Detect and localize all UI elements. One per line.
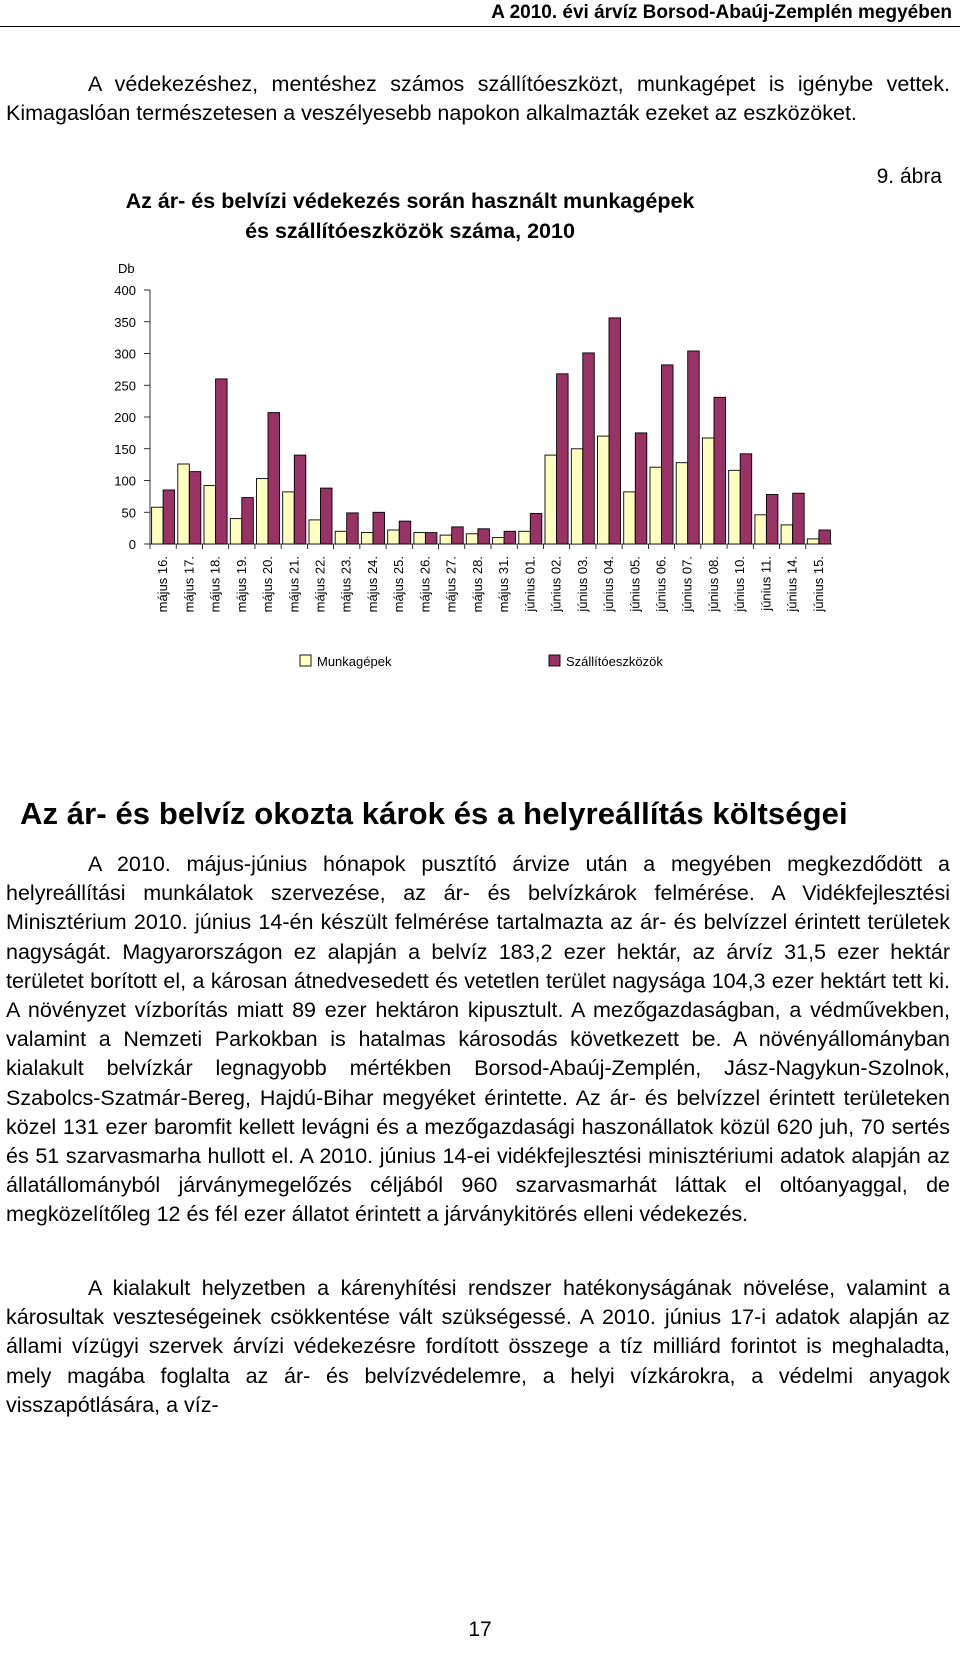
bar-munkagepek bbox=[178, 464, 190, 544]
bar-szallitoeszkozok bbox=[688, 351, 700, 544]
x-tick-label: június 14. bbox=[784, 556, 800, 612]
body-paragraph-2: A kialakult helyzetben a kárenyhítési rendszer hatékonyságának növelése, valamint a károsultak veszteségeinek csökkentése vált szükségessé. A 2010. június 17-i adatok alapján az állami vízügyi szervek árvízi védekezésre fordított összege a tíz milliárd forintot is meghaladta, mely magába foglalta az ár- és belvízvédelemre, a helyi vízkárokra, a védelmi anyagok visszapótlására, a víz- bbox=[6, 1276, 950, 1417]
legend-swatch-munkagepek bbox=[300, 655, 311, 666]
bar-munkagepek bbox=[676, 463, 688, 544]
bar-szallitoeszkozok bbox=[740, 454, 752, 544]
section-title: Az ár- és belvíz okozta károk és a helyreállítás költségei bbox=[20, 796, 848, 831]
x-tick-label: június 08. bbox=[705, 556, 721, 612]
bar-munkagepek bbox=[335, 531, 347, 544]
bar-munkagepek bbox=[624, 492, 636, 544]
bar-munkagepek bbox=[388, 530, 400, 544]
x-tick-label: május 27. bbox=[443, 556, 459, 613]
bar-munkagepek bbox=[257, 479, 269, 544]
y-axis-label: Db bbox=[118, 261, 135, 276]
x-tick-label: május 24. bbox=[364, 556, 380, 613]
x-tick-label: május 18. bbox=[207, 556, 223, 613]
x-tick-label: június 06. bbox=[653, 556, 669, 612]
x-tick-label: június 01. bbox=[522, 556, 538, 612]
x-tick-label: június 05. bbox=[627, 556, 643, 612]
y-tick-label: 200 bbox=[114, 410, 136, 425]
bar-munkagepek bbox=[755, 515, 767, 544]
x-tick-label: május 21. bbox=[286, 556, 302, 613]
y-tick-label: 300 bbox=[114, 346, 136, 362]
bar-szallitoeszkozok bbox=[530, 514, 542, 545]
header-rule bbox=[0, 26, 960, 27]
bar-szallitoeszkozok bbox=[163, 490, 175, 544]
bar-szallitoeszkozok bbox=[242, 498, 254, 544]
y-tick-label: 100 bbox=[114, 473, 136, 489]
bar-szallitoeszkozok bbox=[452, 527, 464, 544]
x-tick-label: május 22. bbox=[312, 556, 328, 613]
x-tick-label: június 11. bbox=[758, 556, 774, 611]
running-header-title: A 2010. évi árvíz Borsod-Abaúj-Zemplén megyében bbox=[491, 2, 952, 23]
bar-szallitoeszkozok bbox=[557, 374, 569, 544]
bar-munkagepek bbox=[440, 535, 452, 544]
x-tick-label: május 28. bbox=[469, 556, 485, 613]
x-tick-label: május 19. bbox=[233, 556, 249, 613]
bar-munkagepek bbox=[309, 520, 321, 544]
x-tick-label: június 15. bbox=[810, 556, 826, 612]
x-tick-label: június 03. bbox=[574, 556, 590, 612]
y-tick-label: 150 bbox=[114, 441, 136, 457]
bar-szallitoeszkozok bbox=[662, 365, 674, 544]
bar-szallitoeszkozok bbox=[478, 529, 490, 544]
body-paragraph-1: A 2010. május-június hónapok pusztító árvize után a megyében megkezdődött a helyreállítási munkálatok szervezése, az ár- és belvízkárok felmérése. A Vidékfejlesztési Minisztérium 2010. június 14-én készült felmérése tartalmazta az ár- és belvízzel érintett területek nagyságát. Magyarországon ez alapján a belvíz 183,2 ezer hektár, az árvíz 31,5 ezer hektár területet borított el, a károsan átnedvesedett és vetetlen terület nagysága 104,3 ezer hektárt tett ki. A növényzet vízborítás miatt 89 ezer hektáron kipusztult. A mezőgazdaságban, a védművekben, valamint a Nemzeti Parkokban is hatalmas károsodás következett be. A növényállományban kialakult belvízkár legnagyobb mértékben Borsod-Abaúj-Zemplén, Jász-Nagykun-Szolnok, Szabolcs-Szatmár-Bereg, Hajdú-Bihar megyéket érintette. Az ár- és belvízzel érintett területeken közel 131 ezer baromfit kellett levágni és a mezőgazdasági haszonállatok közül 620 juh, 70 sertés és 51 szarvasmarha hullott el. A 2010. június 14-ei vidékfejlesztési minisztériumi adatok alapján az állatállományból járványmegelőzés céljából 960 szarvasmarhát láttak el oltóanyaggal, de megközelítőleg 12 és fél ezer állatot érintett a járványkitörés elleni védekezés. bbox=[6, 852, 950, 1227]
y-tick-label: 250 bbox=[114, 378, 136, 394]
x-tick-label: június 02. bbox=[548, 556, 564, 612]
bar-szallitoeszkozok bbox=[216, 379, 228, 544]
bar-munkagepek bbox=[493, 538, 505, 544]
bar-szallitoeszkozok bbox=[583, 353, 595, 544]
bar-szallitoeszkozok bbox=[321, 488, 333, 544]
bar-munkagepek bbox=[519, 531, 531, 544]
bar-szallitoeszkozok bbox=[714, 397, 726, 544]
bar-szallitoeszkozok bbox=[399, 521, 411, 544]
chart-title bbox=[120, 186, 700, 246]
y-tick-label: 400 bbox=[114, 283, 136, 298]
bar-munkagepek bbox=[361, 533, 373, 544]
bar-munkagepek bbox=[781, 525, 793, 544]
bar-szallitoeszkozok bbox=[635, 433, 647, 544]
bar-munkagepek bbox=[230, 519, 242, 544]
x-tick-label: május 26. bbox=[417, 556, 433, 613]
bar-munkagepek bbox=[702, 438, 714, 544]
bar-munkagepek bbox=[283, 492, 295, 544]
x-tick-label: május 23. bbox=[338, 556, 354, 613]
bar-munkagepek bbox=[571, 449, 583, 544]
bar-munkagepek bbox=[807, 539, 819, 544]
chart-title-line2: és szállítóeszközök száma, 2010 bbox=[245, 219, 575, 243]
bar-munkagepek bbox=[729, 470, 741, 544]
x-tick-label: június 07. bbox=[679, 556, 695, 612]
chart-title-line1: Az ár- és belvízi védekezés során használt munkagépek bbox=[125, 189, 695, 213]
y-tick-label: 50 bbox=[121, 505, 136, 521]
bar-szallitoeszkozok bbox=[294, 455, 306, 544]
bar-szallitoeszkozok bbox=[793, 493, 805, 544]
bar-munkagepek bbox=[650, 467, 662, 544]
x-tick-label: május 25. bbox=[391, 556, 407, 613]
bar-szallitoeszkozok bbox=[268, 413, 280, 544]
bar-szallitoeszkozok bbox=[425, 533, 437, 544]
legend-swatch-szallitoeszkozok bbox=[549, 655, 560, 666]
figure-label: 9. ábra bbox=[876, 165, 942, 188]
bar-szallitoeszkozok bbox=[373, 512, 385, 544]
intro-paragraph: A védekezéshez, mentéshez számos szállítóeszközt, munkagépet is igénybe vettek. Kimagaslóan természetesen a veszélyesebb napokon alkalmazták ezeket az eszközöket. bbox=[6, 72, 950, 126]
bar-munkagepek bbox=[598, 436, 610, 544]
x-tick-label: május 17. bbox=[181, 556, 197, 613]
bar-munkagepek bbox=[152, 507, 164, 544]
bar-munkagepek bbox=[545, 455, 557, 544]
bar-munkagepek bbox=[466, 534, 478, 544]
bar-szallitoeszkozok bbox=[609, 318, 621, 544]
x-tick-label: június 04. bbox=[601, 556, 617, 612]
x-tick-label: június 10. bbox=[732, 556, 748, 612]
x-tick-label: május 31. bbox=[496, 556, 512, 613]
y-tick-label: 0 bbox=[128, 537, 136, 552]
page-number: 17 bbox=[468, 1618, 492, 1641]
x-tick-label: május 20. bbox=[260, 556, 276, 613]
x-tick-label: május 16. bbox=[155, 556, 171, 613]
page-header bbox=[0, 0, 960, 28]
legend-label: Szállítóeszközök bbox=[566, 654, 663, 669]
y-tick-label: 350 bbox=[114, 314, 136, 330]
bar-munkagepek bbox=[414, 533, 426, 544]
bar-munkagepek bbox=[204, 486, 216, 544]
bar-szallitoeszkozok bbox=[347, 513, 359, 544]
bar-szallitoeszkozok bbox=[504, 531, 515, 544]
bar-szallitoeszkozok bbox=[189, 472, 201, 544]
bar-szallitoeszkozok bbox=[819, 530, 831, 544]
bar-szallitoeszkozok bbox=[766, 495, 778, 545]
bar-chart bbox=[0, 252, 960, 692]
legend-label: Munkagépek bbox=[317, 654, 392, 669]
